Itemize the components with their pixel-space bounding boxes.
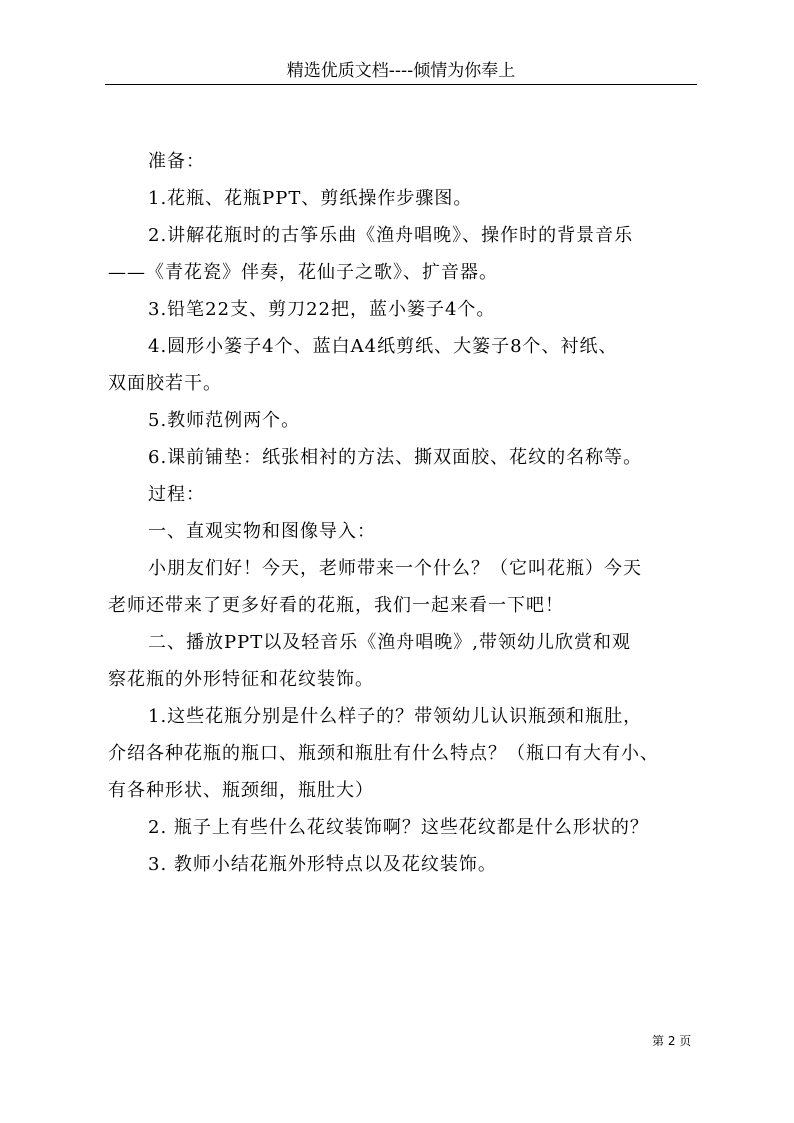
body-line: 过程： xyxy=(148,484,205,505)
body-line: 二、播放PPT以及轻音乐《渔舟唱晚》,带领幼儿欣赏和观 xyxy=(148,632,631,653)
body-line: 一、直观实物和图像导入： xyxy=(148,521,376,542)
body-line: 2.讲解花瓶时的古筝乐曲《渔舟唱晚》、操作时的背景音乐 xyxy=(148,225,634,246)
body-line: 察花瓶的外形特征和花纹装饰。 xyxy=(108,669,374,690)
page-header xyxy=(105,58,697,85)
body-line: 老师还带来了更多好看的花瓶，我们一起来看一下吧！ xyxy=(108,595,564,616)
header-title: 精选优质文档----倾情为你奉上 xyxy=(286,61,516,81)
body-line: 有各种形状、瓶颈细，瓶肚大） xyxy=(108,780,374,801)
body-line: 小朋友们好！今天，老师带来一个什么？（它叫花瓶）今天 xyxy=(148,558,642,579)
body-line: ——《青花瓷》伴奏，花仙子之歌》、扩音器。 xyxy=(108,262,498,283)
body-line: 准备： xyxy=(148,151,205,172)
document-body xyxy=(108,143,708,883)
body-line: 5.教师范例两个。 xyxy=(148,410,301,431)
body-line: 3. 教师小结花瓶外形特点以及花纹装饰。 xyxy=(148,854,497,875)
body-line: 4.圆形小篓子4个、蓝白A4纸剪纸、大篓子8个、衬纸、 xyxy=(148,336,618,357)
body-line: 双面胶若干。 xyxy=(108,373,222,394)
page-number: 第 2 页 xyxy=(652,1034,692,1048)
page-footer xyxy=(652,1033,691,1049)
body-line: 3.铅笔22支、剪刀22把，蓝小篓子4个。 xyxy=(148,299,496,320)
body-line: 介绍各种花瓶的瓶口、瓶颈和瓶肚有什么特点？（瓶口有大有小、 xyxy=(108,743,659,764)
body-line: 1.花瓶、花瓶PPT、剪纸操作步骤图。 xyxy=(148,188,473,209)
body-line: 2. 瓶子上有些什么花纹装饰啊？这些花纹都是什么形状的？ xyxy=(148,817,649,838)
body-line: 6.课前铺垫：纸张相衬的方法、撕双面胶、花纹的名称等。 xyxy=(148,447,643,468)
body-line: 1.这些花瓶分别是什么样子的？带领幼儿认识瓶颈和瓶肚， xyxy=(148,706,643,727)
